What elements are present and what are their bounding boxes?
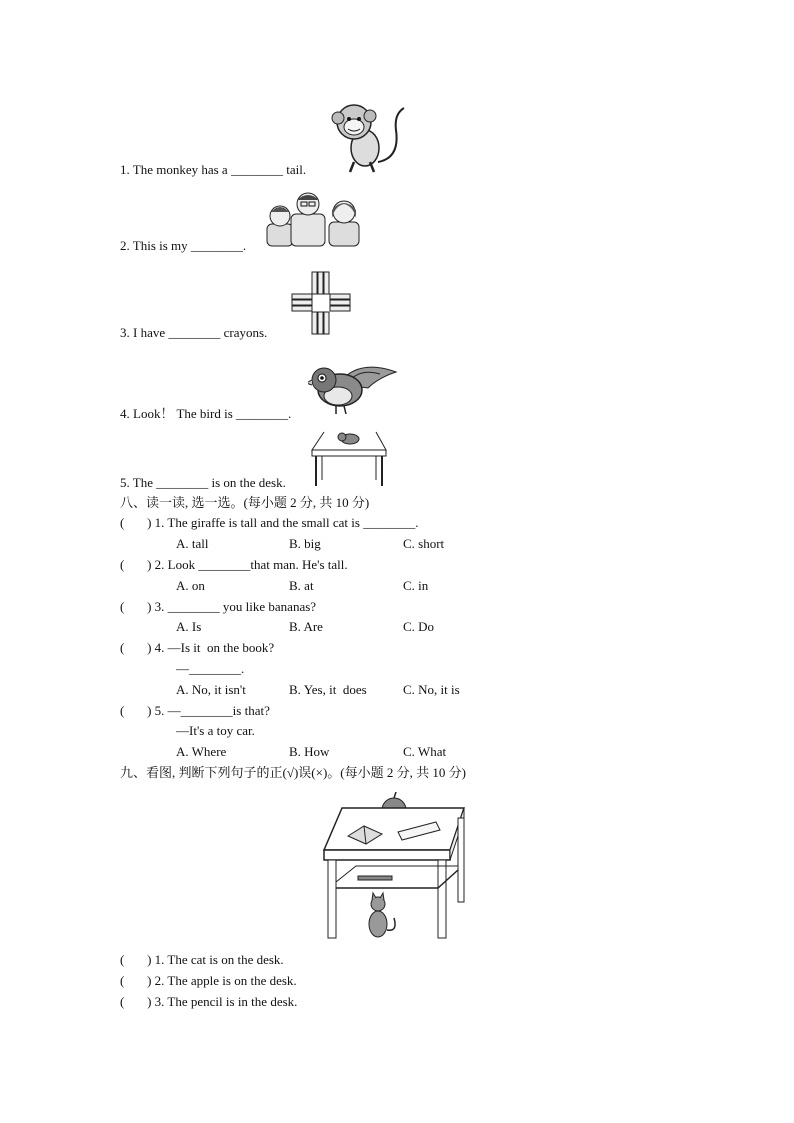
crayons-picture: [290, 270, 352, 336]
question-4-option-a: A. No, it isn't: [176, 682, 246, 697]
question-1-option-c: C. short: [403, 536, 445, 551]
question-3-option-c: C. Do: [403, 619, 435, 634]
bird-picture: [308, 354, 398, 416]
statement-3: ( ) 3. The pencil is in the desk.: [120, 994, 298, 1009]
question-2-option-a: A. on: [176, 578, 205, 593]
statement-1: ( ) 1. The cat is on the desk.: [120, 952, 284, 967]
question-2-stem: ( ) 2. Look ________that man. He's tall.: [120, 557, 348, 572]
desk-with-object-picture: [310, 430, 388, 488]
question-4-answer-line: —________.: [176, 661, 245, 676]
question-5-stem: ( ) 5. —________is that?: [120, 703, 270, 718]
question-5-option-b: B. How: [289, 744, 330, 759]
question-1-option-a: A. tall: [176, 536, 209, 551]
family-picture: [265, 190, 363, 248]
statement-2: ( ) 2. The apple is on the desk.: [120, 973, 297, 988]
fill-item-1: 1. The monkey has a ________ tail.: [120, 162, 307, 177]
question-3-option-a: A. Is: [176, 619, 202, 634]
section-9-heading: 九、看图, 判断下列句子的正(√)误(×)。(每小题 2 分, 共 10 分): [120, 765, 466, 780]
question-4-stem: ( ) 4. —Is it on the book?: [120, 640, 275, 655]
question-1-stem: ( ) 1. The giraffe is tall and the small cat is ________.: [120, 515, 419, 530]
question-4-option-c: C. No, it is: [403, 682, 460, 697]
fill-item-2: 2. This is my ________.: [120, 238, 247, 253]
fill-item-3: 3. I have ________ crayons.: [120, 325, 268, 340]
question-1-option-b: B. big: [289, 536, 321, 551]
question-5-option-c: C. What: [403, 744, 447, 759]
question-3-option-b: B. Are: [289, 619, 323, 634]
question-2-option-b: B. at: [289, 578, 314, 593]
monkey-picture: [330, 100, 406, 174]
fill-item-4: 4. Look！ The bird is ________.: [120, 406, 292, 421]
desk-scene-picture: [318, 792, 470, 942]
question-3-stem: ( ) 3. ________ you like bananas?: [120, 599, 317, 614]
question-2-option-c: C. in: [403, 578, 429, 593]
fill-item-5: 5. The ________ is on the desk.: [120, 475, 286, 490]
question-5-option-a: A. Where: [176, 744, 227, 759]
question-4-option-b: B. Yes, it does: [289, 682, 367, 697]
question-5-dialogue-line: —It's a toy car.: [176, 723, 255, 738]
section-8-heading: 八、读一读, 选一选。(每小题 2 分, 共 10 分): [120, 495, 370, 510]
